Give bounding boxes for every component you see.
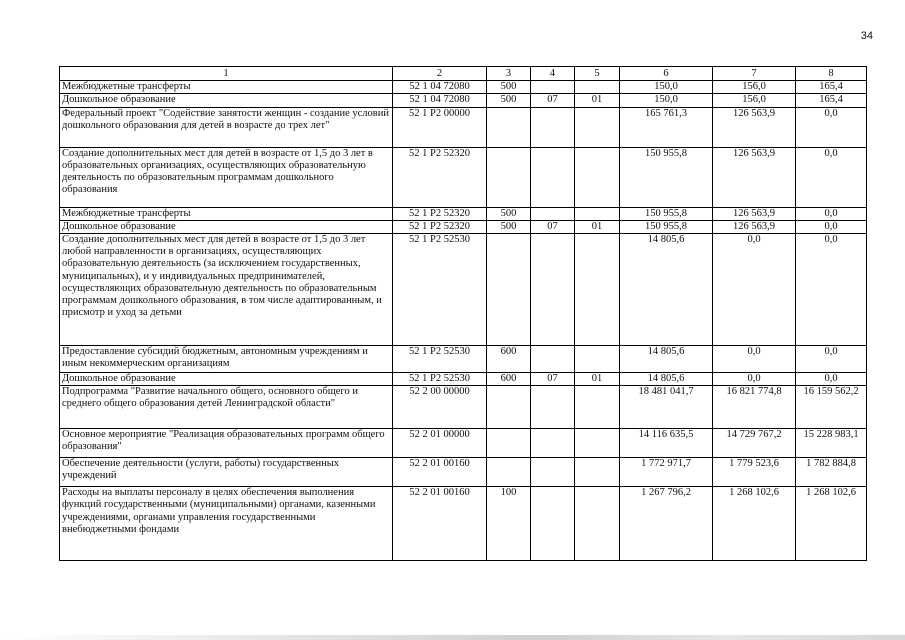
amount-year1-cell: 150 955,8 [620, 147, 713, 207]
section-cell [531, 234, 575, 346]
expense-name-cell: Федеральный проект "Содействие занятости женщин - создание условий дошкольного образования для детей в возрасте до трех лет" [60, 107, 393, 147]
expense-type-cell: 500 [487, 94, 531, 107]
table-row [60, 81, 867, 94]
table-row [60, 373, 867, 386]
subsection-cell [575, 207, 620, 220]
scan-shadow-edge [0, 635, 905, 640]
subsection-cell: 01 [575, 373, 620, 386]
expense-type-cell: 500 [487, 81, 531, 94]
expense-type-cell [487, 458, 531, 487]
amount-year2-cell: 1 779 523,6 [713, 458, 796, 487]
expense-type-cell [487, 386, 531, 429]
amount-year2-cell: 126 563,9 [713, 147, 796, 207]
amount-year3-cell: 15 228 983,1 [796, 429, 867, 458]
table-row [60, 429, 867, 458]
amount-year3-cell: 0,0 [796, 346, 867, 373]
target-article-cell: 52 2 01 00160 [393, 458, 487, 487]
table-row [60, 346, 867, 373]
target-article-cell: 52 1 P2 52320 [393, 147, 487, 207]
amount-year1-cell: 165 761,3 [620, 107, 713, 147]
target-article-cell: 52 1 04 72080 [393, 94, 487, 107]
amount-year1-cell: 14 805,6 [620, 373, 713, 386]
table-row [60, 107, 867, 147]
section-cell: 07 [531, 94, 575, 107]
amount-year2-cell: 0,0 [713, 234, 796, 346]
amount-year3-cell: 1 268 102,6 [796, 487, 867, 561]
target-article-cell: 52 2 01 00160 [393, 487, 487, 561]
expense-type-cell: 100 [487, 487, 531, 561]
expense-name-cell: Основное мероприятие "Реализация образовательных программ общего образования" [60, 429, 393, 458]
subsection-cell [575, 346, 620, 373]
expense-type-cell: 600 [487, 346, 531, 373]
amount-year1-cell: 150 955,8 [620, 207, 713, 220]
section-cell [531, 346, 575, 373]
amount-year2-cell: 0,0 [713, 373, 796, 386]
amount-year1-cell: 1 772 971,7 [620, 458, 713, 487]
page-number: 34 [860, 30, 873, 42]
subsection-cell [575, 107, 620, 147]
target-article-cell: 52 2 01 00000 [393, 429, 487, 458]
header-cell-col6: 6 [620, 67, 713, 81]
table-row [60, 147, 867, 207]
amount-year1-cell: 14 116 635,5 [620, 429, 713, 458]
amount-year2-cell: 14 729 767,2 [713, 429, 796, 458]
target-article-cell: 52 1 P2 52320 [393, 220, 487, 233]
table-row [60, 487, 867, 561]
budget-table [59, 66, 867, 561]
amount-year2-cell: 126 563,9 [713, 220, 796, 233]
amount-year3-cell: 1 782 884,8 [796, 458, 867, 487]
subsection-cell: 01 [575, 94, 620, 107]
subsection-cell [575, 487, 620, 561]
expense-name-cell: Создание дополнительных мест для детей в возрасте от 1,5 до 3 лет в образовательных организациях, осуществляющих образовательную деятельность по образовательным программам дошкольного образования [60, 147, 393, 207]
expense-name-cell: Предоставление субсидий бюджетным, автономным учреждениям и иным некоммерческим организациям [60, 346, 393, 373]
expense-type-cell [487, 234, 531, 346]
target-article-cell: 52 1 P2 52530 [393, 373, 487, 386]
amount-year1-cell: 1 267 796,2 [620, 487, 713, 561]
table-row [60, 386, 867, 429]
subsection-cell [575, 429, 620, 458]
section-cell: 07 [531, 373, 575, 386]
amount-year1-cell: 14 805,6 [620, 346, 713, 373]
expense-name-cell: Расходы на выплаты персоналу в целях обеспечения выполнения функций государственными (муниципальными) органами, казенными учреждениями, органами управления государственными внебюджетными фондами [60, 487, 393, 561]
amount-year2-cell: 0,0 [713, 346, 796, 373]
amount-year3-cell: 0,0 [796, 207, 867, 220]
amount-year3-cell: 165,4 [796, 81, 867, 94]
amount-year2-cell: 126 563,9 [713, 107, 796, 147]
amount-year3-cell: 0,0 [796, 373, 867, 386]
subsection-cell [575, 147, 620, 207]
amount-year1-cell: 150,0 [620, 81, 713, 94]
amount-year2-cell: 156,0 [713, 94, 796, 107]
header-cell-col1: 1 [60, 67, 393, 81]
header-cell-col5: 5 [575, 67, 620, 81]
expense-name-cell: Межбюджетные трансферты [60, 81, 393, 94]
amount-year3-cell: 0,0 [796, 147, 867, 207]
amount-year1-cell: 18 481 041,7 [620, 386, 713, 429]
expense-name-cell: Дошкольное образование [60, 94, 393, 107]
expense-type-cell [487, 147, 531, 207]
subsection-cell [575, 81, 620, 94]
target-article-cell: 52 1 P2 52320 [393, 207, 487, 220]
amount-year1-cell: 150,0 [620, 94, 713, 107]
amount-year1-cell: 14 805,6 [620, 234, 713, 346]
amount-year1-cell: 150 955,8 [620, 220, 713, 233]
expense-type-cell: 500 [487, 220, 531, 233]
expense-name-cell: Дошкольное образование [60, 220, 393, 233]
section-cell [531, 107, 575, 147]
header-cell-col2: 2 [393, 67, 487, 81]
table-row [60, 207, 867, 220]
header-cell-col7: 7 [713, 67, 796, 81]
expense-name-cell: Дошкольное образование [60, 373, 393, 386]
subsection-cell [575, 386, 620, 429]
target-article-cell: 52 1 04 72080 [393, 81, 487, 94]
target-article-cell: 52 1 P2 00000 [393, 107, 487, 147]
header-cell-col4: 4 [531, 67, 575, 81]
table-row [60, 234, 867, 346]
amount-year3-cell: 165,4 [796, 94, 867, 107]
amount-year2-cell: 126 563,9 [713, 207, 796, 220]
target-article-cell: 52 2 00 00000 [393, 386, 487, 429]
section-cell [531, 487, 575, 561]
expense-name-cell: Обеспечение деятельности (услуги, работы) государственных учреждений [60, 458, 393, 487]
table-row [60, 458, 867, 487]
expense-name-cell: Подпрограмма "Развитие начального общего, основного общего и среднего общего образования детей Ленинградской области" [60, 386, 393, 429]
amount-year3-cell: 16 159 562,2 [796, 386, 867, 429]
expense-type-cell: 500 [487, 207, 531, 220]
header-row [60, 67, 867, 81]
section-cell [531, 458, 575, 487]
amount-year2-cell: 156,0 [713, 81, 796, 94]
expense-type-cell [487, 107, 531, 147]
target-article-cell: 52 1 P2 52530 [393, 346, 487, 373]
amount-year2-cell: 16 821 774,8 [713, 386, 796, 429]
subsection-cell [575, 234, 620, 346]
expense-name-cell: Межбюджетные трансферты [60, 207, 393, 220]
table-row [60, 94, 867, 107]
amount-year3-cell: 0,0 [796, 234, 867, 346]
amount-year3-cell: 0,0 [796, 220, 867, 233]
expense-type-cell [487, 429, 531, 458]
subsection-cell [575, 458, 620, 487]
section-cell [531, 81, 575, 94]
subsection-cell: 01 [575, 220, 620, 233]
header-cell-col8: 8 [796, 67, 867, 81]
amount-year2-cell: 1 268 102,6 [713, 487, 796, 561]
header-cell-col3: 3 [487, 67, 531, 81]
section-cell: 07 [531, 220, 575, 233]
section-cell [531, 386, 575, 429]
section-cell [531, 429, 575, 458]
section-cell [531, 147, 575, 207]
target-article-cell: 52 1 P2 52530 [393, 234, 487, 346]
expense-name-cell: Создание дополнительных мест для детей в возрасте от 1,5 до 3 лет любой направленности в организациях, осуществляющих образовательную деятельность (за исключением государственных, муниципальных), и у индивидуальных предпринимателей, осуществляющих образовательную деятельность по образовательным программам дошкольного образования, в том числе адаптированным, и присмотр и уход за детьми [60, 234, 393, 346]
amount-year3-cell: 0,0 [796, 107, 867, 147]
table-row [60, 220, 867, 233]
section-cell [531, 207, 575, 220]
expense-type-cell: 600 [487, 373, 531, 386]
